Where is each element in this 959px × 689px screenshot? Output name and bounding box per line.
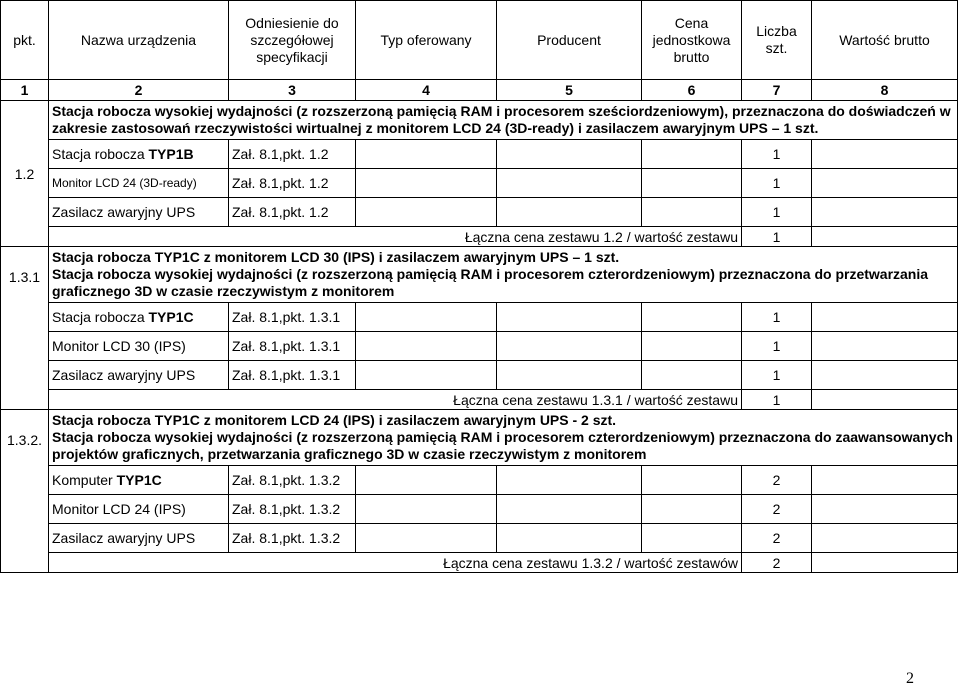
colnum-4: 4 [356, 80, 497, 101]
item-name [49, 303, 229, 332]
item-producent-cell[interactable] [497, 332, 642, 361]
item-wartosc-cell[interactable] [812, 524, 958, 553]
section-pkt: 1.2 [1, 101, 49, 247]
section-description-row [1, 410, 958, 466]
item-name: Monitor LCD 24 (IPS) [49, 495, 229, 524]
section-description-line: Stacja robocza wysokiej wydajności (z rozszerzoną pamięcią RAM i procesorem czterordzeniowym) przeznaczona do przetwarzania graficznego 3D w czasie rzeczywistym z monitorem [52, 266, 929, 299]
sum-wartosc-cell[interactable] [812, 553, 958, 573]
item-ref: Zał. 8.1,pkt. 1.2 [229, 169, 356, 198]
item-wartosc-cell[interactable] [812, 198, 958, 227]
item-name-text: Stacja robocza [52, 146, 149, 162]
item-wartosc-cell[interactable] [812, 361, 958, 390]
item-name: Monitor LCD 24 (3D-ready) [49, 169, 229, 198]
header-pkt: pkt. [1, 1, 49, 80]
item-producent-cell[interactable] [497, 198, 642, 227]
header-odniesienie: Odniesienie do szczegółowej specyfikacji [229, 1, 356, 80]
sum-wartosc-cell[interactable] [812, 390, 958, 410]
item-typ-cell[interactable] [356, 169, 497, 198]
table-row [1, 524, 958, 553]
colnum-3: 3 [229, 80, 356, 101]
table-row [1, 303, 958, 332]
item-qty: 1 [742, 332, 812, 361]
item-ref: Zał. 8.1,pkt. 1.3.1 [229, 303, 356, 332]
item-qty: 1 [742, 140, 812, 169]
item-producent-cell[interactable] [497, 466, 642, 495]
item-ref: Zał. 8.1,pkt. 1.3.2 [229, 466, 356, 495]
item-name: Zasilacz awaryjny UPS [49, 361, 229, 390]
item-producent-cell[interactable] [497, 303, 642, 332]
item-cena-cell[interactable] [642, 495, 742, 524]
section-description-line: Stacja robocza TYP1C z monitorem LCD 24 (IPS) i zasilaczem awaryjnym UPS - 2 szt. [52, 412, 617, 428]
item-typ-cell[interactable] [356, 524, 497, 553]
section-description-row [1, 247, 958, 303]
colnum-8: 8 [812, 80, 958, 101]
item-qty: 1 [742, 169, 812, 198]
section-description [49, 247, 958, 303]
item-qty: 1 [742, 361, 812, 390]
item-cena-cell[interactable] [642, 361, 742, 390]
colnum-5: 5 [497, 80, 642, 101]
sum-wartosc-cell[interactable] [812, 227, 958, 247]
item-producent-cell[interactable] [497, 524, 642, 553]
item-producent-cell[interactable] [497, 495, 642, 524]
sum-row [1, 227, 958, 247]
item-type-code: TYP1B [148, 146, 194, 162]
section-description: Stacja robocza wysokiej wydajności (z rozszerzoną pamięcią RAM i procesorem sześciordzeniowym), przeznaczona do doświadczeń w zakresie zastosowań rzeczywistości wirtualnej z monitorem LCD 24 (3D-ready) i zasilaczem awaryjnym UPS – 1 szt. [49, 101, 958, 140]
section-description [49, 410, 958, 466]
sum-qty: 2 [742, 553, 812, 573]
item-cena-cell[interactable] [642, 332, 742, 361]
item-wartosc-cell[interactable] [812, 466, 958, 495]
sum-label: Łączna cena zestawu 1.2 / wartość zestawu [49, 227, 742, 247]
header-row [1, 1, 958, 80]
header-nazwa: Nazwa urządzenia [49, 1, 229, 80]
item-cena-cell[interactable] [642, 169, 742, 198]
item-name [49, 140, 229, 169]
item-name: Zasilacz awaryjny UPS [49, 524, 229, 553]
sum-qty: 1 [742, 227, 812, 247]
item-typ-cell[interactable] [356, 140, 497, 169]
item-type-code: TYP1C [116, 472, 162, 488]
table-row [1, 332, 958, 361]
section-description-line: Stacja robocza TYP1C z monitorem LCD 30 (IPS) i zasilaczem awaryjnym UPS – 1 szt. [52, 249, 620, 265]
item-qty: 2 [742, 524, 812, 553]
item-qty: 2 [742, 495, 812, 524]
item-typ-cell[interactable] [356, 198, 497, 227]
item-name-text: Komputer [52, 472, 117, 488]
item-wartosc-cell[interactable] [812, 140, 958, 169]
section-pkt: 1.3.1 [1, 247, 49, 410]
table-row [1, 169, 958, 198]
item-type-code: TYP1C [148, 309, 194, 325]
table-row [1, 361, 958, 390]
item-qty: 2 [742, 466, 812, 495]
item-cena-cell[interactable] [642, 303, 742, 332]
item-ref: Zał. 8.1,pkt. 1.2 [229, 140, 356, 169]
header-producent: Producent [497, 1, 642, 80]
item-ref: Zał. 8.1,pkt. 1.3.2 [229, 495, 356, 524]
header-typ: Typ oferowany [356, 1, 497, 80]
item-typ-cell[interactable] [356, 332, 497, 361]
item-wartosc-cell[interactable] [812, 332, 958, 361]
item-typ-cell[interactable] [356, 303, 497, 332]
item-producent-cell[interactable] [497, 140, 642, 169]
sum-label: Łączna cena zestawu 1.3.1 / wartość zestawu [49, 390, 742, 410]
colnum-1: 1 [1, 80, 49, 101]
section-description-line: Stacja robocza wysokiej wydajności (z rozszerzoną pamięcią RAM i procesorem czterordzeniowym) przeznaczona do zaawansowanych projektów graficznych, przetwarzania graficznego 3D w czasie rzeczywistym z monitorem [52, 429, 953, 462]
table-row [1, 466, 958, 495]
item-producent-cell[interactable] [497, 169, 642, 198]
item-typ-cell[interactable] [356, 361, 497, 390]
item-wartosc-cell[interactable] [812, 169, 958, 198]
item-ref: Zał. 8.1,pkt. 1.3.2 [229, 524, 356, 553]
item-cena-cell[interactable] [642, 524, 742, 553]
section-description-row [1, 101, 958, 140]
colnum-7: 7 [742, 80, 812, 101]
header-wartosc: Wartość brutto [812, 1, 958, 80]
item-name: Monitor LCD 30 (IPS) [49, 332, 229, 361]
item-name [49, 466, 229, 495]
item-name-text: Stacja robocza [52, 309, 149, 325]
colnum-2: 2 [49, 80, 229, 101]
item-wartosc-cell[interactable] [812, 303, 958, 332]
sum-label: Łączna cena zestawu 1.3.2 / wartość zestawów [49, 553, 742, 573]
item-ref: Zał. 8.1,pkt. 1.3.1 [229, 361, 356, 390]
header-cena: Cena jednostkowa brutto [642, 1, 742, 80]
table-row [1, 495, 958, 524]
item-cena-cell[interactable] [642, 198, 742, 227]
item-ref: Zał. 8.1,pkt. 1.2 [229, 198, 356, 227]
page-number: 2 [906, 670, 914, 687]
column-number-row [1, 80, 958, 101]
table-row [1, 140, 958, 169]
item-cena-cell[interactable] [642, 140, 742, 169]
item-typ-cell[interactable] [356, 495, 497, 524]
item-ref: Zał. 8.1,pkt. 1.3.1 [229, 332, 356, 361]
item-producent-cell[interactable] [497, 361, 642, 390]
sum-qty: 1 [742, 390, 812, 410]
header-liczba: Liczba szt. [742, 1, 812, 80]
item-qty: 1 [742, 303, 812, 332]
item-wartosc-cell[interactable] [812, 495, 958, 524]
item-cena-cell[interactable] [642, 466, 742, 495]
item-qty: 1 [742, 198, 812, 227]
item-typ-cell[interactable] [356, 466, 497, 495]
table-row [1, 198, 958, 227]
sum-row [1, 553, 958, 573]
item-name: Zasilacz awaryjny UPS [49, 198, 229, 227]
sum-row [1, 390, 958, 410]
section-pkt: 1.3.2. [1, 410, 49, 573]
colnum-6: 6 [642, 80, 742, 101]
